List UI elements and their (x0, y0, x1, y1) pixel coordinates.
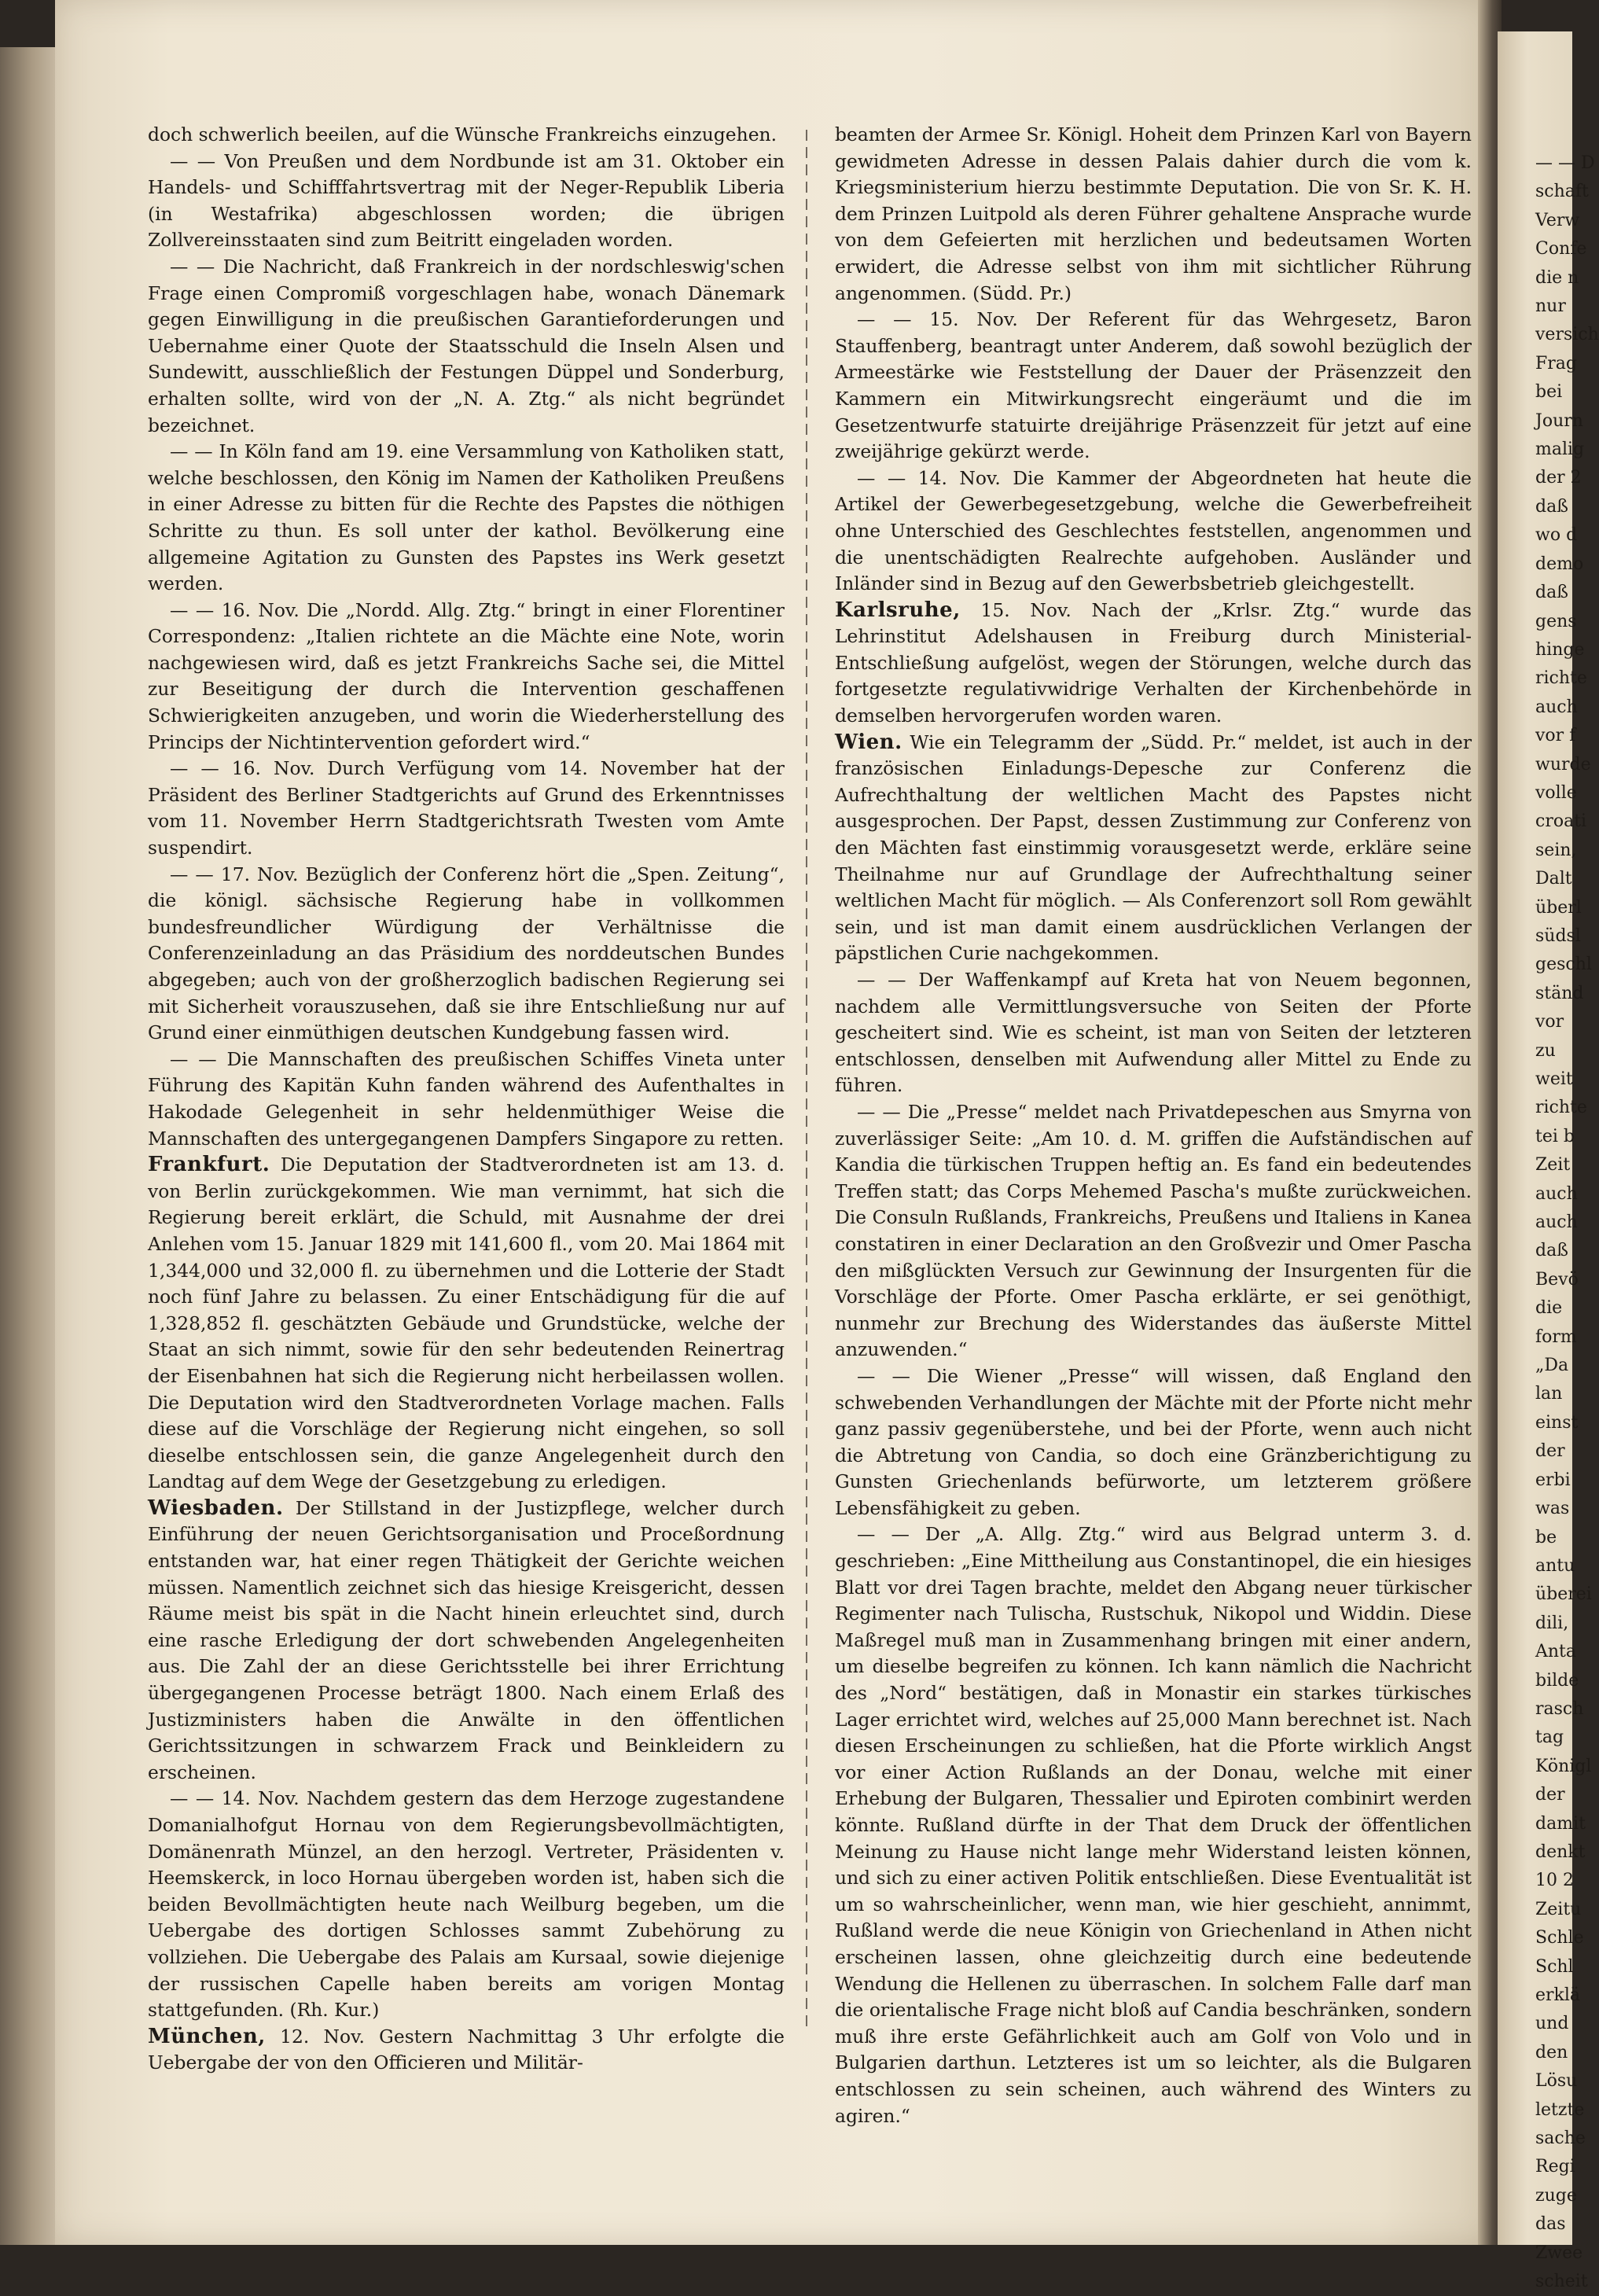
left-column-paragraph (148, 862, 785, 1047)
adjacent-page-line: Journ (1535, 410, 1583, 431)
adjacent-page-line: be (1535, 1527, 1557, 1547)
dateline-heading: Frankfurt. (148, 1153, 270, 1177)
paragraph-text: — — 16. Nov. Durch Verfügung vom 14. November hat der Präsident des Berliner Stadtgerichts auf Grund des Erkenntnisses vom 11. November Herrn Stadtgerichtsrath Twesten vom Amte suspendirt. (148, 757, 785, 859)
adjacent-page-line: Zwee (1535, 2243, 1583, 2263)
right-column-paragraph (835, 122, 1472, 307)
left-column-paragraph (148, 1496, 785, 1786)
adjacent-page-line: sein, (1535, 840, 1577, 860)
right-column-paragraph (835, 598, 1472, 730)
adjacent-page-line: einst (1535, 1412, 1579, 1433)
adjacent-page-line: die n (1535, 267, 1579, 288)
adjacent-page-line: Bevö (1535, 1269, 1579, 1290)
adjacent-page-line: scheit (1535, 2272, 1588, 2292)
adjacent-page-line: überei (1535, 1584, 1592, 1605)
paragraph-text: — — Der „A. Allg. Ztg.“ wird aus Belgrad unterm 3. d. geschrieben: „Eine Mittheilung aus Constantinopel, die ein hiesiges Blatt vor drei Tagen brachte, meldet den Abgang neuer türkischer Regimenter nach Tulischa, Rustschuk, Nikopol und Widdin. Diese Maßregel muß man in Zusammenhang bringen mit einer andern, um dieselbe begreifen zu können. Ich kann nämlich die Nachricht des „Nord“ bestätigen, daß in Monastir ein starkes türkisches Lager errichtet wird, welches auf 25,000 Mann berechnet ist. Nach diesen Erscheinungen zu schließen, hat die Pforte wirklich Angst vor einer Action Rußlands an der Donau, welche mit einer Erhebung der Bulgaren, Thessalier und Epiroten combinirt werden könnte. Rußland dürfte in der That dem Druck der öffentlichen Meinung zu Hause nicht lange mehr Widerstand leisten können, und sich zu einer activen Politik entschließen. Diese Eventualität ist um so wahrscheinlicher, wenn man, wie hier geschieht, annimmt, Rußland werde die neue Königin von Griechenland in Athen nicht erscheinen lassen, ohne gleichzeitig durch eine bedeutende Wendung die Hellenen zu überraschen. In solchem Falle darf man die orientalische Frage nicht bloß auf Candia beschränken, sondern muß ihre erste Gefährlichkeit auch am Golf von Volo und in Bulgarien darthun. Letzteres ist um so leichter, als die Bulgaren entschlossen zu sein scheinen, auch während des Winters zu agiren.“ (835, 1523, 1472, 2127)
adjacent-page-line: „Da (1535, 1356, 1569, 1376)
left-column-paragraph (148, 2024, 785, 2077)
adjacent-page-line: letzte (1535, 2099, 1585, 2120)
paragraph-text: beamten der Armee Sr. Königl. Hoheit dem Prinzen Karl von Bayern gewidmeten Adresse in dessen Palais dahier durch die vom k. Kriegsministerium hierzu bestimmte Deputation. Die von Sr. K. H. dem Prinzen Luitpold als deren Führer gehaltene Ansprache wurde von dem Gefeierten mit herzlichen und bedeutsamen Worten erwidert, die Adresse selbst von ihm mit sichtlicher Rührung angenommen. (Südd. Pr.) (835, 123, 1472, 304)
adjacent-page-line: den (1535, 2042, 1568, 2062)
right-column-paragraph (835, 1099, 1472, 1363)
adjacent-page-line: Anta (1535, 1642, 1577, 1662)
adjacent-page-line: form (1535, 1326, 1577, 1347)
adjacent-page-line: antu (1535, 1555, 1575, 1576)
adjacent-page-line: was (1535, 1499, 1570, 1519)
right-column-paragraph (835, 730, 1472, 967)
adjacent-page-line: denkt (1535, 1842, 1586, 1862)
adjacent-page-line: richte (1535, 668, 1587, 689)
paragraph-text: — — 17. Nov. Bezüglich der Conferenz hört die „Spen. Zeitung“, die königl. sächsische Regierung habe in vollkommen bundesfreundlicher Würdigung der Verhältnisse die Conferenzeinladung an das Präsidium des norddeutschen Bundes abgegeben; auch von der großherzoglich badischen Regierung sei mit Sicherheit vorauszusehen, daß sie ihre Entschließung nur auf Grund einer einmüthigen deutschen Kundgebung fassen wird. (148, 863, 785, 1044)
left-column-paragraph (148, 1047, 785, 1152)
right-column-paragraph (835, 1363, 1472, 1522)
right-column-paragraph (835, 1521, 1472, 2129)
adjacent-page-fragment (1498, 31, 1599, 2292)
paragraph-text: — — Von Preußen und dem Nordbunde ist am 31. Oktober ein Handels- und Schifffahrtsvertrag mit der Neger-Republik Liberia (in Westafrika) abgeschlossen worden; die übrigen Zollvereinsstaaten sind zum Beitritt eingeladen worden. (148, 149, 785, 252)
adjacent-page-line: richte (1535, 1098, 1587, 1118)
left-column-paragraph (148, 122, 785, 149)
adjacent-page-line: damit (1535, 1813, 1586, 1834)
adjacent-page-line: schaft (1535, 182, 1589, 202)
adjacent-page-line: Verw (1535, 210, 1580, 230)
adjacent-page-line: daß (1535, 1241, 1568, 1261)
left-column-paragraph (148, 756, 785, 861)
left-column-paragraph (148, 1786, 785, 2023)
right-column-paragraph (835, 967, 1472, 1099)
adjacent-page-line: wo d (1535, 525, 1578, 546)
adjacent-page-line: volle (1535, 782, 1577, 803)
adjacent-page-line: auch (1535, 1212, 1578, 1233)
adjacent-page-line: die (1535, 1298, 1563, 1319)
paragraph-text: — — 14. Nov. Nachdem gestern das dem Herzoge zugestandene Domanialhofgut Hornau von dem Regierungsbevollmächtigten, Domänenrath Münzel, an den herzogl. Vertreter, Präsidenten v. Heemskerck, in loco Hornau übergeben worden ist, haben sich die beiden Bevollmächtigten heute nach Weilburg begeben, um die Uebergabe des dortigen Schlosses sammt Zubehörung zu vollziehen. Die Uebergabe des Palais am Kursaal, sowie diejenige der russischen Capelle haben bereits am vorigen Montag stattgefunden. (Rh. Kur.) (148, 1787, 785, 2022)
adjacent-page-line: sache (1535, 2129, 1586, 2149)
paragraph-text: — — Die „Presse“ meldet nach Privatdepeschen aus Smyrna von zuverlässiger Seite: „Am 10. d. M. griffen die Aufständischen auf Kandia die türkischen Truppen heftig an. Es fand ein bedeutendes Treffen statt; das Corps Mehemed Pascha's mußte zurückweichen. Die Consuln Rußlands, Frankreichs, Preußens und Italiens in Kanea constatiren in einer Declaration an den Großvezir und Omer Pascha den mißglückten Versuch zur Gewinnung der Insurgenten für die Vorschläge der Pforte. Omer Pascha erklärte, er sei genöthigt, nunmehr zur Brechung des Widerstandes das äußerste Mittel anzuwenden.“ (835, 1100, 1472, 1361)
paragraph-text: — — Der Waffenkampf auf Kreta hat von Neuem begonnen, nachdem alle Vermittlungsversuche von Seiten der Pforte gescheitert sind. Wie es scheint, ist man von Seiten der letzteren entschlossen, denselben mit Aufwendung aller Mittel zu Ende zu führen. (835, 969, 1472, 1097)
adjacent-page-line: 10 2 (1535, 1871, 1574, 1891)
paragraph-text: — — Die Nachricht, daß Frankreich in der nordschleswig'schen Frage einen Compromiß vorgeschlagen habe, wonach Dänemark gegen Einwilligung in die preußischen Garantieforderungen und Uebernahme einer Quote der Staatsschuld die Inseln Alsen und Sundewitt, ausschließlich der Festungen Düppel und Sonderburg, erhalten sollte, wird von der „N. A. Ztg.“ als nicht begründet bezeichnet. (148, 255, 785, 436)
left-column (148, 122, 785, 2077)
adjacent-page-line: und (1535, 2014, 1569, 2034)
paragraph-text: Der Stillstand in der Justizpflege, welcher durch Einführung der neuen Gerichtsorganisation und Proceßordnung entstanden war, hat einer regen Thätigkeit der Gerichte weichen müssen. Namentlich zeichnet sich das hiesige Kreisgericht, dessen Räume meist bis spät in die Nacht hinein erleuchtet sind, durch eine rasche Erledigung der dort schwebenden Angelegenheiten aus. Die Zahl der an diese Gerichtsstelle bei ihrer Errichtung übergegangenen Processe beträgt 1800. Nach einem Erlaß des Justizministers haben die Anwälte in den öffentlichen Gerichtssitzungen in schwarzem Frack und Beinkleidern zu erscheinen. (148, 1496, 785, 1783)
column-divider (806, 130, 807, 2033)
paragraph-text: 15. Nov. Nach der „Krlsr. Ztg.“ wurde das Lehrinstitut Adelshausen in Freiburg durch Ministerial-Entschließung aufgelöst, wegen der Störungen, welche durch das fortgesetzte regulativwidrige Verhalten der Kirchenbehörde in demselben hervorgerufen worden waren. (835, 598, 1472, 727)
adjacent-page-line: zu (1535, 1040, 1556, 1061)
dateline-heading: München, (148, 2024, 266, 2048)
adjacent-page-line: geschl (1535, 955, 1592, 975)
dateline-heading: Wiesbaden. (148, 1496, 284, 1520)
left-column-paragraph (148, 598, 785, 756)
adjacent-page-line: das (1535, 2214, 1566, 2235)
paragraph-text: — — In Köln fand am 19. eine Versammlung von Katholiken statt, welche beschlossen, den König im Namen der Katholiken Preußens in einer Adresse zu bitten für die Rechte des Papstes die nöthigen Schritte zu thun. Es soll unter der kathol. Bevölkerung eine allgemeine Agitation zu Gunsten des Papstes ins Werk gesetzt werden. (148, 440, 785, 595)
adjacent-page-line: Frag (1535, 353, 1577, 373)
adjacent-page-line: überl (1535, 897, 1582, 918)
paragraph-text: — — 15. Nov. Der Referent für das Wehrgesetz, Baron Stauffenberg, beantragt unter Anderem, daß sowohl bezüglich der Armeestärke wie Feststellung der Dauer der Präsenzzeit den Kammern ein Mitwirkungsrecht eingeräumt und die im Gesetzentwurfe statuirte dreijährige Präsenzzeit für jetzt auf eine zweijährige gekürzt werde. (835, 308, 1472, 463)
adjacent-page-line: Dalt (1535, 869, 1572, 889)
paragraph-text: Die Deputation der Stadtverordneten ist am 13. d. von Berlin zurückgekommen. Wie man vernimmt, hat sich die Regierung bereit erklärt, die Schuld, mit Ausnahme der drei Anlehen vom 15. Januar 1829 mit 141,600 fl., vom 20. Mai 1864 mit 1,344,000 und 32,000 fl. zu übernehmen und die Lotterie der Stadt noch fünf Jahre zu belassen. Zu einer Entschädigung für die auf 1,328,852 fl. geschätzten Gebäude und Grundstücke, welche der Staat an sich nimmt, sowie für den sehr bedeutenden Reinertrag der Eisenbahnen hat sich die Regierung nicht herbeilassen wollen. Die Deputation wird den Stadtverordneten Vorlage machen. Falls diese auf die Vorschläge der Regierung nicht eingehen, so soll dieselbe entschlossen sein, die ganze Angelegenheit durch den Landtag auf dem Wege der Gesetzgebung zu erledigen. (148, 1154, 785, 1493)
right-column-paragraph (835, 307, 1472, 465)
adjacent-page-line: daß (1535, 583, 1568, 603)
right-column-paragraph (835, 465, 1472, 598)
adjacent-page-line: hinge (1535, 639, 1585, 660)
adjacent-page-line: der 2 (1535, 468, 1582, 488)
adjacent-page-line: weit (1535, 1069, 1573, 1089)
adjacent-page-line: vor (1535, 1012, 1564, 1032)
adjacent-page-line: Schl (1535, 1956, 1574, 1977)
adjacent-page-line: auch (1535, 1183, 1578, 1204)
adjacent-page-line: bilde (1535, 1670, 1579, 1691)
left-column-paragraph (148, 1152, 785, 1496)
left-column-paragraph (148, 149, 785, 254)
right-column (835, 122, 1472, 2129)
adjacent-page-line: Regi (1535, 2157, 1575, 2177)
dateline-heading: Wien. (835, 730, 902, 754)
paragraph-text: — — Die Mannschaften des preußischen Schiffes Vineta unter Führung des Kapitän Kuhn fanden während des Aufenthaltes in Hakodade Gelegenheit in sehr heldenmüthiger Weise die Mannschaften des untergegangenen Dampfers Singapore zu retten. (148, 1047, 785, 1150)
paragraph-text: — — 16. Nov. Die „Nordd. Allg. Ztg.“ bringt in einer Florentiner Correspondenz: „Italien richtete an die Mächte eine Note, worin nachgewiesen wird, daß es jetzt Frankreichs Sache sei, die Mittel zur Beseitigung der durch die Intervention geschaffenen Schwierigkeiten anzugeben, und worin die Wiederherstellung des Princips der Nichtintervention gefordert wird.“ (148, 598, 785, 753)
adjacent-page-line: malig (1535, 440, 1585, 460)
adjacent-page-line: Königl (1535, 1756, 1592, 1776)
adjacent-page-line: nur (1535, 296, 1566, 317)
adjacent-page-line: tag (1535, 1728, 1564, 1748)
adjacent-page-line: gens (1535, 611, 1577, 631)
paragraph-text: — — Die Wiener „Presse“ will wissen, daß England den schwebenden Verhandlungen der Mächte mit der Pforte nicht mehr ganz passiv gegenüberstehe, und bei der Pforte, wenn auch nicht die Abtretung von Candia, so doch eine Gränzberichtigung zu Gunsten Griechenlands befürworte, um letzterem größere Lebensfähigkeit zu geben. (835, 1364, 1472, 1519)
adjacent-page-line: erbi (1535, 1470, 1571, 1490)
adjacent-page-text (1535, 149, 1599, 2296)
adjacent-page-line: dili, (1535, 1613, 1569, 1633)
adjacent-page-line: demo (1535, 554, 1584, 574)
dateline-heading: Karlsruhe, (835, 598, 961, 622)
adjacent-page-line: versich (1535, 325, 1599, 345)
adjacent-page-line: Confe (1535, 239, 1587, 259)
paragraph-text: 12. Nov. Gestern Nachmittag 3 Uhr erfolgte die Uebergabe der von den Officieren und Militär- (148, 2025, 785, 2074)
adjacent-page-line: wurde (1535, 754, 1591, 775)
adjacent-page-line: lan (1535, 1384, 1563, 1404)
adjacent-page-line: bei (1535, 382, 1563, 403)
paragraph-text: Wie ein Telegramm der „Südd. Pr.“ meldet, ist auch in der französischen Einladungs-Depesche zur Conferenz die Aufrechthaltung der weltlichen Macht des Papstes nicht ausgesprochen. Der Papst, dessen Zustimmung zur Conferenz von den Mächten fast einstimmig vorausgesetzt werde, erkläre seine Theilnahme nur auf Grundlage der Aufrechthaltung seiner weltlichen Macht für möglich. — Als Conferenzort soll Rom gewählt sein, und ist man damit einem ausdrücklichen Verlangen der päpstlichen Curie nachgekommen. (835, 730, 1472, 965)
adjacent-page-line: der (1535, 1441, 1565, 1462)
adjacent-page-line: Zeit (1535, 1155, 1571, 1176)
paragraph-text: — — 14. Nov. Die Kammer der Abgeordneten hat heute die Artikel der Gewerbegesetzgebung, welche die Gewerbefreiheit ohne Unterschied des Geschlechtes feststellen, angenommen und die unentschädigten Realrechte aufgehoben. Ausländer und Inländer sind in Bezug auf den Gewerbsbetrieb gleichgestellt. (835, 466, 1472, 595)
adjacent-page-line: tei b (1535, 1126, 1575, 1146)
adjacent-page-line: rasch (1535, 1698, 1584, 1719)
adjacent-page-line: Zeitu (1535, 1899, 1582, 1919)
adjacent-page-line: erklä (1535, 1985, 1581, 2005)
adjacent-page-line: ständ (1535, 983, 1584, 1003)
left-column-paragraph (148, 254, 785, 439)
adjacent-page-line: — — D (1535, 153, 1595, 173)
adjacent-page-line: zuge (1535, 2185, 1577, 2206)
adjacent-page-line: auch (1535, 697, 1578, 717)
adjacent-page-line: der (1535, 1785, 1565, 1805)
adjacent-page-line: Lösu (1535, 2071, 1578, 2092)
adjacent-page-line: Schle (1535, 1928, 1584, 1948)
adjacent-page-line: croati (1535, 811, 1587, 832)
adjacent-page-line: vor f (1535, 726, 1576, 746)
adjacent-page-line: daß (1535, 496, 1568, 517)
paragraph-text: doch schwerlich beeilen, auf die Wünsche Frankreichs einzugehen. (148, 123, 777, 145)
left-column-paragraph (148, 439, 785, 598)
adjacent-page-line: südsl (1535, 925, 1581, 946)
